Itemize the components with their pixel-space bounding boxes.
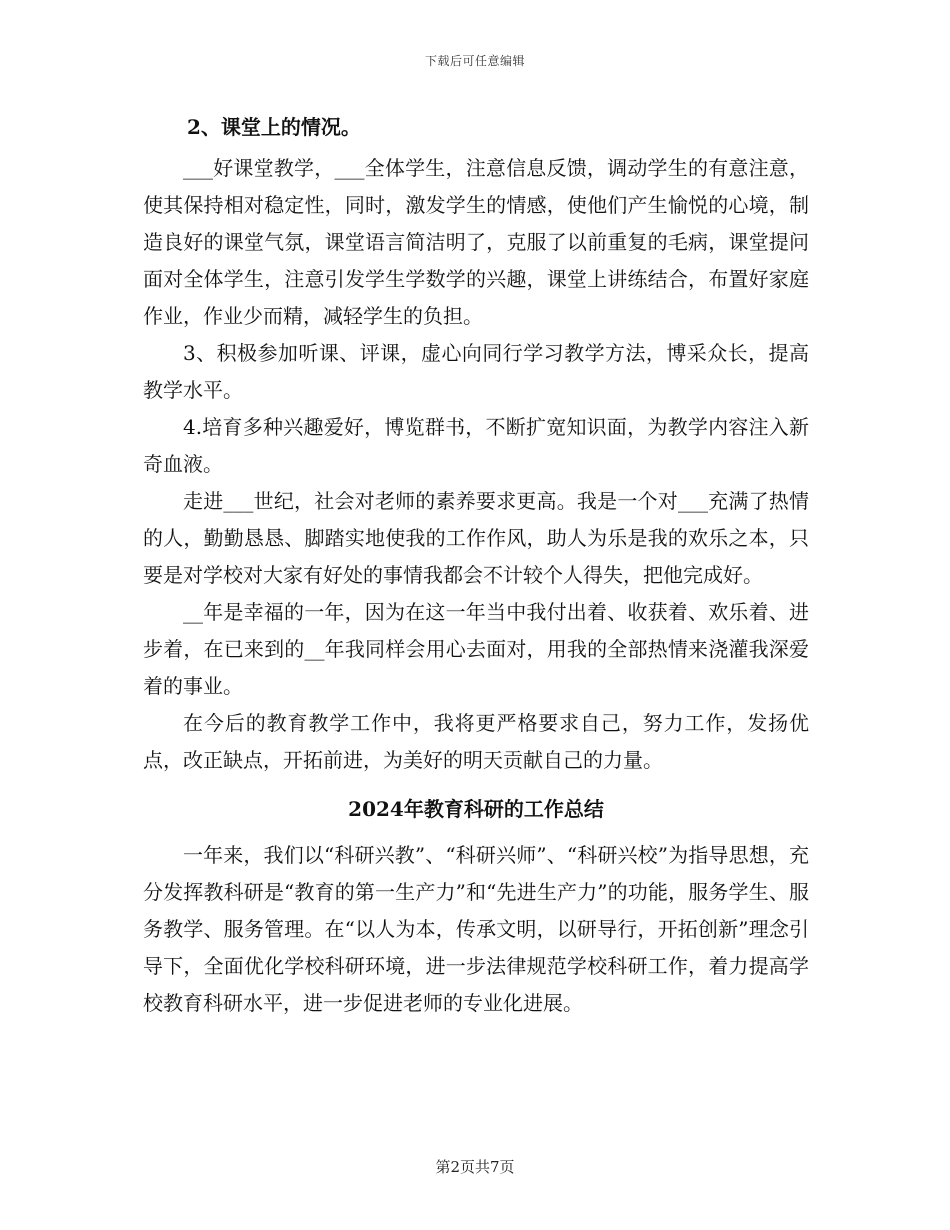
document-body (143, 112, 809, 1022)
paragraph-happy-year: __年是幸福的一年，因为在这一年当中我付出着、收获着、欢乐着、进步着，在已来到的__年我同样会用心去面对，用我的全部热情来浇灌我深爱着的事业。 (143, 600, 809, 698)
paragraph-observation: 3、积极参加听课、评课，虚心向同行学习教学方法，博采众长，提高教学水平。 (143, 341, 809, 402)
page-header: 下载后可任意编辑 (424, 54, 525, 68)
page-footer: 第2页共7页 (435, 1158, 515, 1176)
paragraph-interests: 4.培育多种兴趣爱好，博览群书，不断扩宽知识面，为教学内容注入新奇血液。 (143, 415, 809, 476)
paragraph-classroom: ___好课堂教学，___全体学生，注意信息反馈，调动学生的有意注意，使其保持相对稳定性，同时，激发学生的情感，使他们产生愉悦的心境，制造良好的课堂气氛，课堂语言简洁明了，克服了以前重复的毛病，课堂提问面对全体学生，注意引发学生学数学的兴趣，课堂上讲练结合，布置好家庭作业，作业少而精，减轻学生的负担。 (143, 156, 809, 328)
paragraph-century: 走进___世纪，社会对老师的素养要求更高。我是一个对___充满了热情的人，勤勤恳恳、脚踏实地使我的工作作风，助人为乐是我的欢乐之本，只要是对学校对大家有好处的事情我都会不计较个人得失，把他完成好。 (143, 489, 809, 587)
subsection-heading: 2、课堂上的情况。 (187, 115, 361, 139)
section-title: 2024年教育科研的工作总结 (348, 797, 604, 821)
paragraph-research-intro: 一年来，我们以“科研兴教”、“科研兴师”、“科研兴校”为指导思想，充分发挥教科研是“教育的第一生产力”和“先进生产力”的功能，服务学生、服务教学、服务管理。在“以人为本，传承文明，以研导行，开拓创新”理念引导下，全面优化学校科研环境，进一步法律规范学校科研工作，着力提高学校教育科研水平，进一步促进老师的专业化进展。 (143, 843, 809, 1015)
paragraph-future: 在今后的教育教学工作中，我将更严格要求自己，努力工作，发扬优点，改正缺点，开拓前进，为美好的明天贡献自己的力量。 (143, 711, 809, 772)
